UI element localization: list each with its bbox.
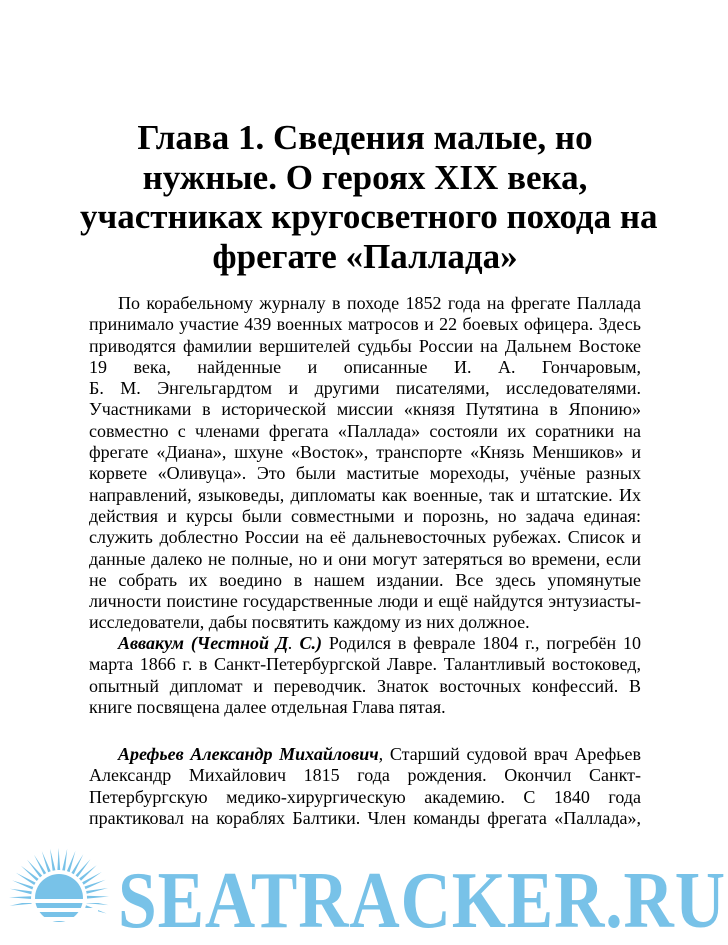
watermark-text: SEATRACKER.RU [118, 855, 726, 945]
text-line: служить доблестно России на её дальневосточных рубежах. Список и [89, 527, 641, 548]
entry-name: С.) [292, 633, 323, 653]
chapter-title-line: участниках кругосветного похода на [80, 197, 658, 236]
text-line: данные далеко не полные, но и они могут затеряться во времени, если [89, 548, 641, 569]
entry-text: Старший судовой врач Арефьев [383, 744, 641, 764]
text-line: фрегате «Диана», шхуне «Восток», транспорте «Князь Меншиков» и [89, 442, 641, 463]
text-line: совместно с членами фрегата «Паллада» состояли их соратники на [89, 420, 641, 441]
chapter-title-line: фрегате «Паллада» [212, 236, 518, 276]
text-line: Александр Михайлович 1815 года рождения. Окончил Санкт- [89, 765, 641, 786]
text-line: личности поистине государственные люди и ещё найдутся энтузиасты- [89, 591, 641, 612]
entry-name: Аввакум (Честной Д [118, 633, 289, 653]
entry-arefyev [89, 744, 641, 829]
sun-ray [27, 860, 42, 878]
chapter-title-line: Глава 1. Сведения малые, но [137, 118, 593, 157]
sun-logo-icon [0, 842, 118, 943]
text-line: не собрать их воедино в нашем издании. Все здесь упомянутые [89, 569, 641, 590]
text-line: исследователи, дабы посвятить каждому из них должное. [89, 612, 530, 633]
text-line: марта 1866 г. в Санкт-Петербургской Лавре. Талантливый востоковед, [89, 654, 641, 675]
entry-name-dot: . [288, 633, 293, 653]
entry-name: Арефьев Александр Михайлович [118, 744, 379, 764]
text-line [89, 744, 641, 765]
entry-avvakum [89, 633, 641, 718]
sun-ray [9, 896, 31, 899]
text-line: Петербургскую медико-хирургическую академию. С 1840 года [89, 786, 641, 807]
text-line: практиковал на кораблях Балтики. Член команды фрегата «Паллада», [89, 807, 641, 828]
text-line: По корабельному журналу в походе 1852 года на фрегате Паллада [118, 293, 641, 313]
text-line: приводятся фамилии вершителей судьбы России на Дальнем Востоке [89, 335, 641, 356]
text-line: Б. М. Энгельгардтом и другими писателями, исследователями. [89, 378, 641, 399]
text-line: направлений, языковеды, дипломаты как военные, так и штатские. Их [89, 484, 641, 505]
sun-ray [86, 888, 108, 894]
text-line: книге посвящена далее отдельная Глава пятая. [89, 696, 446, 717]
sun-ray [76, 859, 91, 877]
sun-ray [10, 889, 32, 895]
text-line: опытный дипломат и переводчик. Знаток восточных конфессий. В [89, 675, 641, 696]
text-line: действия и курсы были совместными и порознь, но задача единая: [89, 505, 641, 526]
intro-paragraph [89, 293, 641, 634]
sun-ray [57, 848, 60, 870]
text-line: Участниками в исторической миссии «князя Путятина в Японию» [89, 399, 641, 420]
text-line [89, 633, 641, 654]
chapter-title [80, 118, 658, 276]
sun-ray [62, 849, 67, 871]
text-line: 19 века, найденные и описанные И. А. Гончаровым, [89, 356, 641, 377]
sun-ray [87, 896, 109, 899]
text-line: корвете «Оливуца». Это были маститые мореходы, учёные разных [89, 463, 641, 484]
sun-ray [50, 849, 55, 871]
sun-ray [79, 865, 97, 881]
text-line: принимало участие 439 военных матросов и 22 боевых офицера. Здесь [89, 314, 641, 335]
entry-name-comma: , [378, 744, 384, 764]
entry-text: Родился в феврале 1804 г., погребён 10 [322, 633, 641, 653]
chapter-title-line: нужные. О героях XIX века, [142, 157, 588, 197]
watermark [0, 820, 728, 943]
sun-ray [21, 866, 39, 881]
